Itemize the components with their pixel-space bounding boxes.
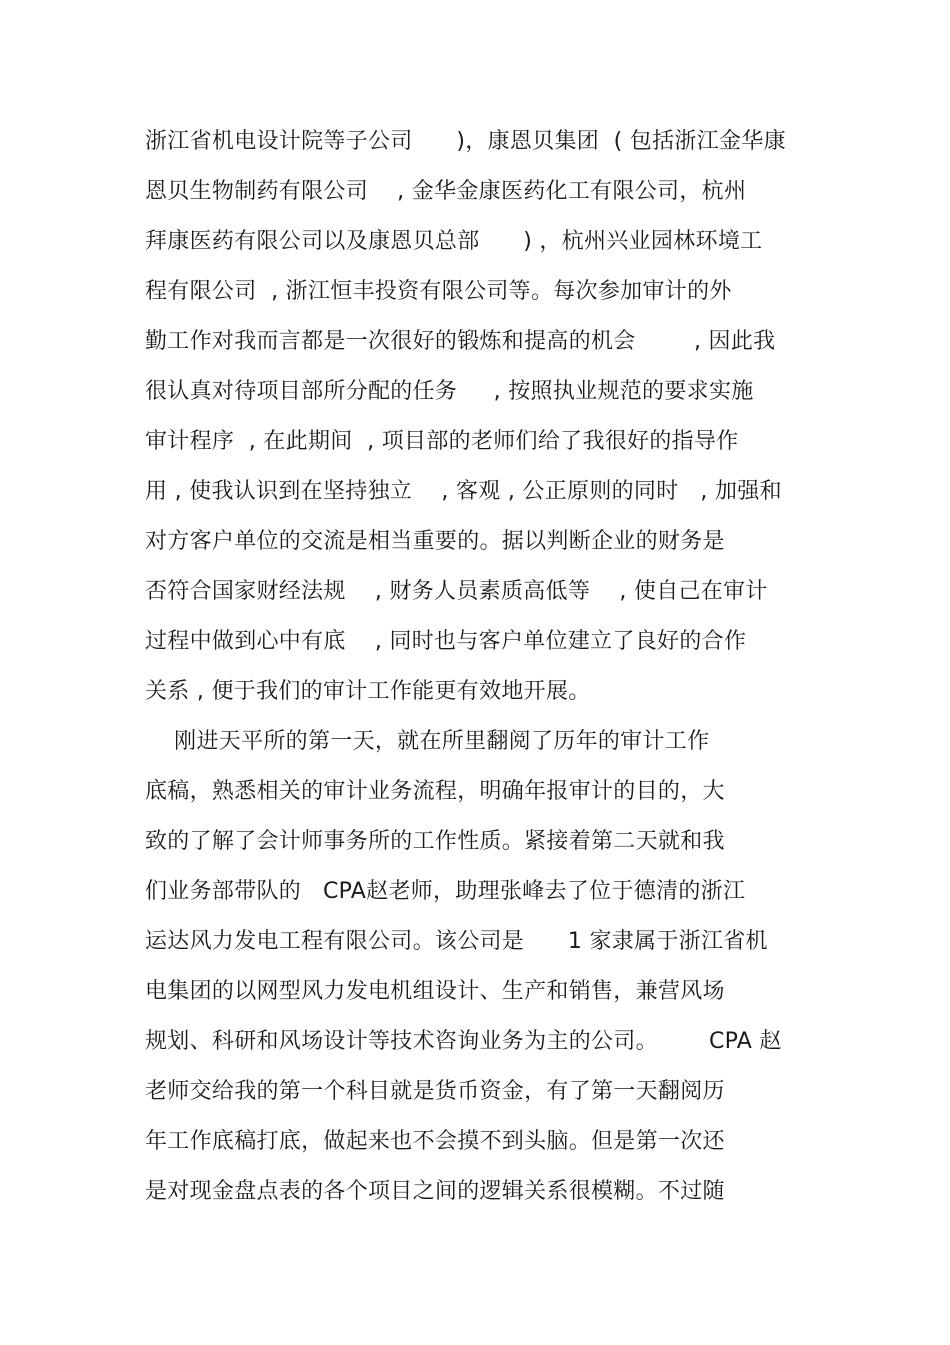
text-line: 电集团的以网型风力发电机组设计、生产和销售，兼营风场 (145, 979, 725, 1004)
text-line: 勤工作对我而言都是一次很好的锻炼和提高的机会 , 因此我 (145, 329, 776, 354)
text-line: 拜康医药有限公司以及康恩贝总部 ) ，杭州兴业园林环境工 (145, 229, 763, 254)
text-line: 刚进天平所的第一天，就在所里翻阅了历年的审计工作 (145, 729, 710, 754)
text-line: 年工作底稿打底，做起来也不会摸不到头脑。但是第一次还 (145, 1129, 725, 1154)
text-line: 过程中做到心中有底 , 同时也与客户单位建立了良好的合作 (145, 629, 747, 654)
text-line: 程有限公司 , 浙江恒丰投资有限公司等。每次参加审计的外 (145, 279, 732, 304)
text-line: 老师交给我的第一个科目就是货币资金，有了第一天翻阅历 (145, 1079, 725, 1104)
text-line: 审计程序 , 在此期间 , 项目部的老师们给了我很好的指导作 (145, 429, 739, 454)
text-line: 用 , 使我认识到在坚持独立 , 客观 , 公正原则的同时 , 加强和 (145, 479, 782, 504)
text-line: 对方客户单位的交流是相当重要的。据以判断企业的财务是 (145, 529, 725, 554)
text-line: 关系 , 便于我们的审计工作能更有效地开展。 (145, 679, 591, 704)
text-line: 规划、科研和风场设计等技术咨询业务为主的公司。 CPA 赵 (145, 1029, 782, 1054)
text-line: 底稿，熟悉相关的审计业务流程，明确年报审计的目的，大 (145, 779, 725, 804)
text-line: 致的了解了会计师事务所的工作性质。紧接着第二天就和我 (145, 829, 725, 854)
text-line: 恩贝生物制药有限公司 , 金华金康医药化工有限公司，杭州 (145, 179, 747, 204)
text-line: 们业务部带队的 CPA赵老师，助理张峰去了位于德清的浙江 (145, 879, 746, 904)
text-line: 是对现金盘点表的各个项目之间的逻辑关系很模糊。不过随 (145, 1179, 725, 1204)
text-line: 运达风力发电工程有限公司。该公司是 1 家隶属于浙江省机 (145, 929, 768, 954)
body-text (145, 124, 825, 1224)
text-line: 否符合国家财经法规 , 财务人员素质高低等 , 使自己在审计 (145, 579, 768, 604)
text-line: 很认真对待项目部所分配的任务 , 按照执业规范的要求实施 (145, 379, 754, 404)
text-line: 浙江省机电设计院等子公司 )，康恩贝集团 ( 包括浙江金华康 (145, 129, 786, 154)
